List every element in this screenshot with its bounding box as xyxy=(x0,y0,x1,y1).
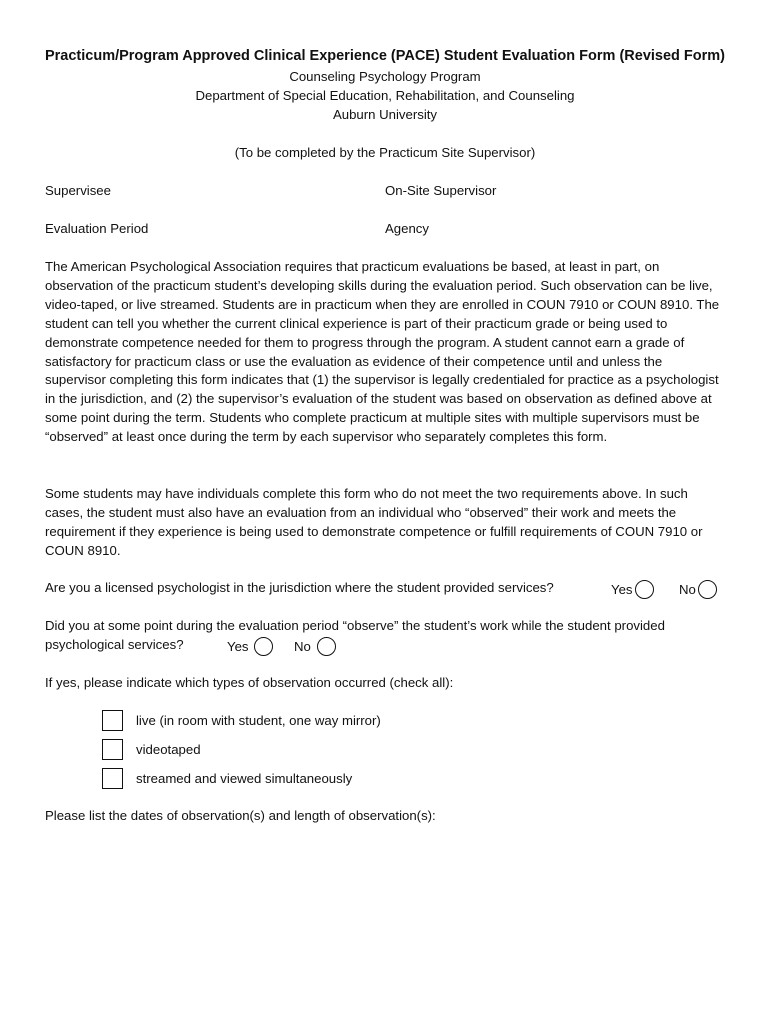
streamed-label: streamed and viewed simultaneously xyxy=(136,771,353,786)
observed-no-label: No xyxy=(294,639,311,654)
observed-yes-label: Yes xyxy=(227,639,249,654)
videotaped-checkbox[interactable] xyxy=(102,739,123,760)
observation-dates-prompt: Please list the dates of observation(s) and length of observation(s): xyxy=(45,808,436,823)
observed-yes-radio[interactable] xyxy=(254,637,273,656)
form-title: Practicum/Program Approved Clinical Experience (PACE) Student Evaluation Form (Revised Form) xyxy=(44,48,726,64)
university-name: Auburn University xyxy=(332,107,438,122)
evaluation-period-field-label: Evaluation Period xyxy=(45,221,149,236)
live-observation-label: live (in room with student, one way mirror) xyxy=(136,713,381,728)
onsite-supervisor-field-label: On-Site Supervisor xyxy=(385,183,497,198)
licensed-yes-radio[interactable] xyxy=(635,580,654,599)
licensed-no-radio[interactable] xyxy=(698,580,717,599)
videotaped-label: videotaped xyxy=(136,742,201,757)
licensed-no-label: No xyxy=(679,582,696,597)
supervisee-field-label: Supervisee xyxy=(45,183,111,198)
observed-yes-option xyxy=(227,637,273,656)
licensed-question: Are you a licensed psychologist in the jurisdiction where the student provided services? xyxy=(45,580,554,595)
live-observation-checkbox[interactable] xyxy=(102,710,123,731)
instruction-note: (To be completed by the Practicum Site Supervisor) xyxy=(234,145,536,160)
observed-no-option xyxy=(294,637,336,656)
observation-types-prompt: If yes, please indicate which types of observation occurred (check all): xyxy=(45,675,454,690)
streamed-checkbox[interactable] xyxy=(102,768,123,789)
program-name: Counseling Psychology Program xyxy=(289,69,481,84)
agency-field-label: Agency xyxy=(385,221,429,236)
department-name: Department of Special Education, Rehabilitation, and Counseling xyxy=(195,88,575,103)
apa-requirement-paragraph: The American Psychological Association requires that practicum evaluations be based, at least in part, on observation of the practicum student’s developing skills during the evaluation period. Such observation can be live, video-taped, or live streamed. Students are in practicum when they are enrolled in COUN 7910 or COUN 8910. The student can tell you whether the current clinical experience is part of their practicum grade or being used to demonstrate competence needed for them to progress through the program. A student cannot earn a grade of satisfactory for practicum class or use the evaluation as evidence of their competence until and unless the supervisor completing this form indicates that (1) the supervisor is legally credentialed for practice as a psychologist in the jurisdiction, and (2) the supervisor’s evaluation of the student was based on observation as defined above at some point during the term. Students who complete practicum at multiple sites with multiple supervisors must be “observed” at least once during the term by each supervisor who separately completes this form. xyxy=(45,259,720,445)
licensed-no-option xyxy=(679,580,717,599)
alternate-evaluator-paragraph: Some students may have individuals complete this form who do not meet the two requirements above. In such cases, the student must also have an evaluation from an individual who “observed” their work and meets the requirement if they experience is being used to demonstrate competence or fulfill requirements of COUN 7910 or COUN 8910. xyxy=(45,486,703,558)
licensed-yes-label: Yes xyxy=(611,582,633,597)
observed-no-radio[interactable] xyxy=(317,637,336,656)
licensed-yes-option xyxy=(611,580,654,599)
observed-question-line2: psychological services? xyxy=(45,637,184,652)
observed-question-line1: Did you at some point during the evaluation period “observe” the student’s work while the student provided xyxy=(45,618,665,633)
